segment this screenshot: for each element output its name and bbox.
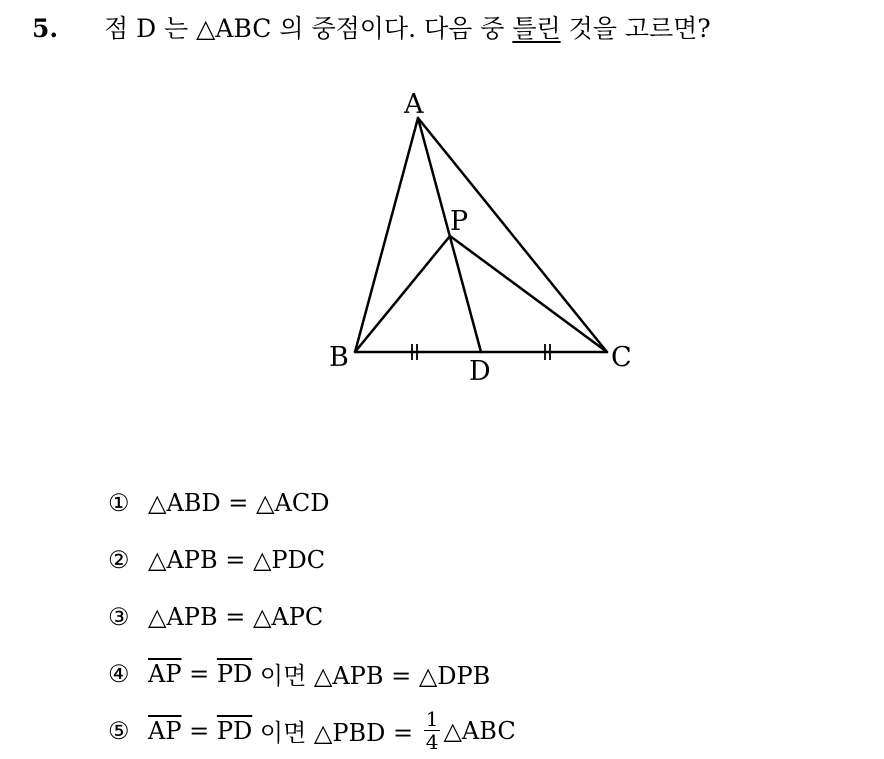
fraction-denominator: 4 [425,730,439,754]
label-b: B [329,342,349,373]
choice-5-equals: = [181,716,217,745]
choice-1[interactable] [108,474,516,531]
choice-4[interactable] [108,645,516,702]
question-text-after: 것을 고르면? [560,14,711,43]
choice-5[interactable] [108,702,516,759]
choice-4-segment-ap: $\overline{AP}$ [148,659,182,688]
choice-5-tail: △ABC [443,716,516,745]
label-p: P [450,206,469,237]
label-a: A [404,89,424,120]
question-text-before: 점 D 는 △ABC 의 중점이다. 다음 중 [104,14,513,43]
choice-4-equals: = [181,659,217,688]
choice-4-segment-pd: $\overline{PD}$ [216,659,253,688]
label-d: D [469,356,491,387]
choice-4-mark: ④ [108,659,130,688]
choice-3[interactable] [108,588,516,645]
choice-2[interactable] [108,531,516,588]
label-c: C [611,342,632,373]
choice-5-fraction [424,708,441,753]
choice-3-text: △APB = △APC [148,602,324,631]
choice-4-text: 이면 △APB = △DPB [252,662,491,690]
choice-2-mark: ② [108,545,130,574]
answer-choices [108,474,516,759]
choice-1-mark: ① [108,488,130,517]
choice-5-segment-ap: $\overline{AP}$ [148,716,182,745]
choice-3-mark: ③ [108,602,130,631]
choice-5-mark: ⑤ [108,716,130,745]
choice-5-text: 이면 △PBD = [252,719,421,747]
question-number: 5. [32,14,59,43]
fraction-numerator: 1 [425,707,439,731]
choice-1-text: △ABD = △ACD [148,488,330,517]
segment-pb [355,236,450,352]
choice-2-text: △APB = △PDC [148,545,326,574]
triangle-abc [355,118,607,352]
question-text-underlined: 틀린 [512,14,561,43]
choice-5-segment-pd: $\overline{PD}$ [216,716,253,745]
